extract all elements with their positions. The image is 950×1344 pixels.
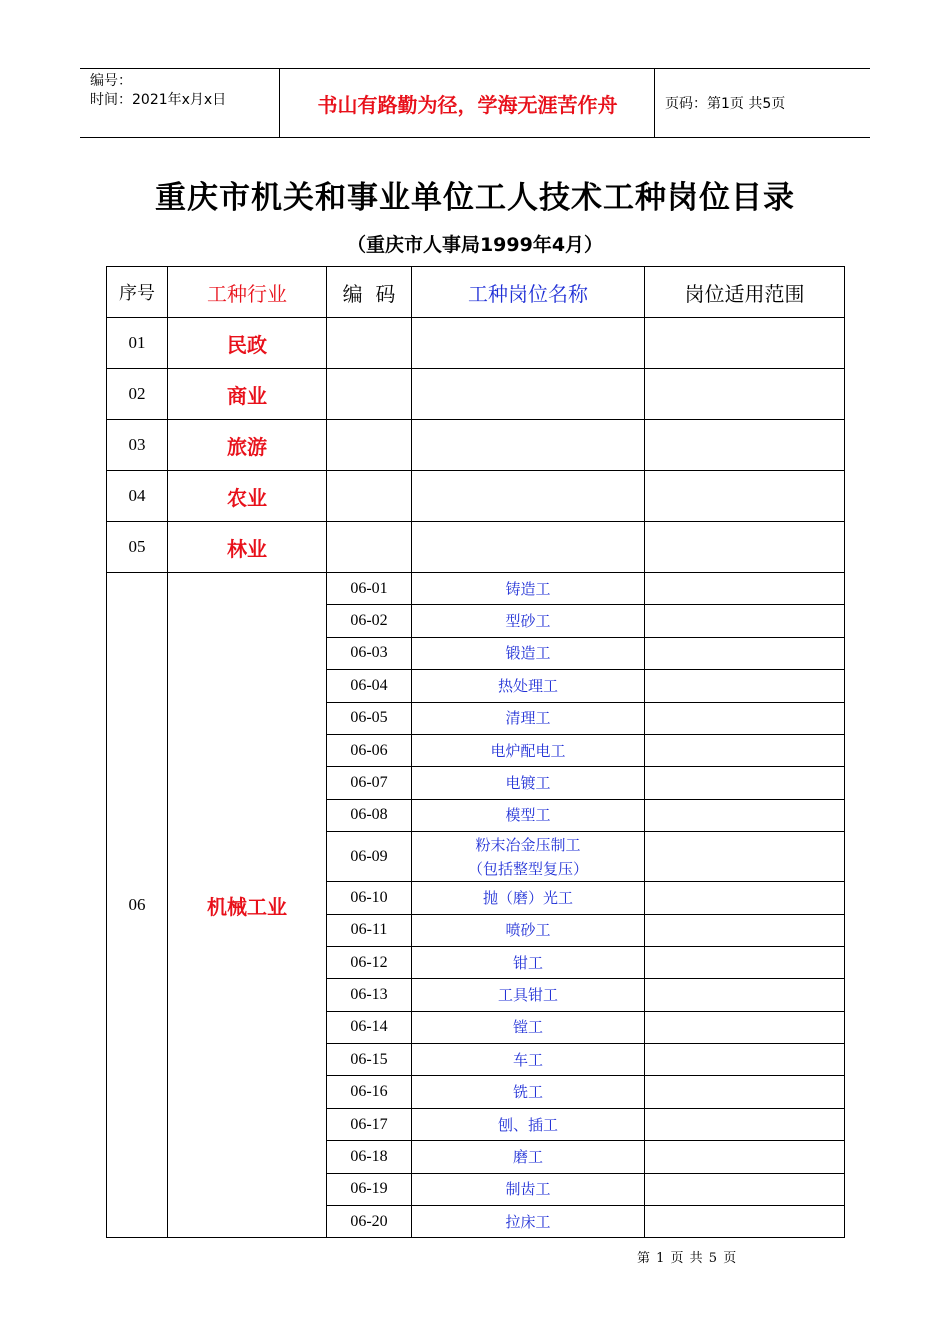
row-post: 锻造工 — [412, 637, 645, 669]
row-post: 电炉配电工 — [412, 734, 645, 766]
table-row — [107, 471, 845, 522]
row-post: 工具钳工 — [412, 979, 645, 1011]
row-scope — [645, 369, 845, 420]
row-code: 06-11 — [327, 914, 412, 946]
row-post: 电镀工 — [412, 767, 645, 799]
row-scope — [645, 637, 845, 669]
row-scope — [645, 522, 845, 573]
header-scope: 岗位适用范围 — [645, 267, 845, 318]
header-code: 编 码 — [327, 267, 412, 318]
time-label: 时间：2021年x月x日 — [90, 92, 227, 108]
row-scope — [645, 1206, 845, 1238]
row-code: 06-18 — [327, 1141, 412, 1173]
row-seq: 04 — [107, 471, 168, 522]
row-post — [412, 369, 645, 420]
row-code: 06-19 — [327, 1173, 412, 1205]
row-post-line2: （包括整型复压） — [467, 859, 588, 878]
row-post — [412, 832, 645, 882]
row-code: 06-09 — [327, 832, 412, 882]
row-code: 06-01 — [327, 573, 412, 605]
row-post: 抛（磨）光工 — [412, 882, 645, 914]
row-code: 06-04 — [327, 670, 412, 702]
row-code: 06-05 — [327, 702, 412, 734]
row-code — [327, 522, 412, 573]
header-post-name: 工种岗位名称 — [412, 267, 645, 318]
row-scope — [645, 734, 845, 766]
row-scope — [645, 318, 845, 369]
row-scope — [645, 1108, 845, 1140]
row-scope — [645, 670, 845, 702]
group-seq: 06 — [107, 573, 168, 1238]
row-scope — [645, 882, 845, 914]
row-code: 06-03 — [327, 637, 412, 669]
job-catalog-table — [106, 266, 845, 1238]
table-row — [107, 318, 845, 369]
row-scope — [645, 1141, 845, 1173]
row-post: 型砂工 — [412, 605, 645, 637]
row-post — [412, 318, 645, 369]
number-label: 编号： — [90, 73, 132, 89]
row-post: 清理工 — [412, 702, 645, 734]
page-footer: 第 1 页 共 5 页 — [637, 1251, 738, 1266]
row-code — [327, 318, 412, 369]
page-subtitle: （重庆市人事局1999年4月） — [346, 234, 604, 256]
row-code: 06-12 — [327, 946, 412, 978]
row-code: 06-16 — [327, 1076, 412, 1108]
row-scope — [645, 1011, 845, 1043]
row-code: 06-02 — [327, 605, 412, 637]
table-row — [107, 369, 845, 420]
row-code — [327, 369, 412, 420]
header-seq: 序号 — [107, 267, 168, 318]
row-seq: 03 — [107, 420, 168, 471]
row-post: 刨、插工 — [412, 1108, 645, 1140]
row-scope — [645, 979, 845, 1011]
row-post: 磨工 — [412, 1141, 645, 1173]
row-code: 06-07 — [327, 767, 412, 799]
table-row — [107, 522, 845, 573]
row-post — [412, 471, 645, 522]
row-industry: 商业 — [168, 369, 327, 420]
row-scope — [645, 832, 845, 882]
header-motto: 书山有路勤为径，学海无涯苦作舟 — [281, 69, 655, 137]
row-post: 拉床工 — [412, 1206, 645, 1238]
row-scope — [645, 1044, 845, 1076]
row-seq: 05 — [107, 522, 168, 573]
row-industry: 林业 — [168, 522, 327, 573]
page-title: 重庆市机关和事业单位工人技术工种岗位目录 — [155, 180, 795, 216]
row-post: 铣工 — [412, 1076, 645, 1108]
row-post: 车工 — [412, 1044, 645, 1076]
row-scope — [645, 1076, 845, 1108]
row-post: 制齿工 — [412, 1173, 645, 1205]
row-seq: 01 — [107, 318, 168, 369]
row-post: 镗工 — [412, 1011, 645, 1043]
row-post: 铸造工 — [412, 573, 645, 605]
row-code: 06-13 — [327, 979, 412, 1011]
row-scope — [645, 799, 845, 831]
row-post-line1: 粉末冶金压制工 — [475, 835, 581, 854]
row-scope — [645, 702, 845, 734]
row-post: 热处理工 — [412, 670, 645, 702]
row-code: 06-17 — [327, 1108, 412, 1140]
row-scope — [645, 914, 845, 946]
row-code: 06-15 — [327, 1044, 412, 1076]
row-post: 喷砂工 — [412, 914, 645, 946]
row-scope — [645, 471, 845, 522]
header-meta — [80, 69, 280, 137]
row-post — [412, 522, 645, 573]
row-industry: 旅游 — [168, 420, 327, 471]
group-industry: 机械工业 — [168, 573, 327, 1238]
row-scope — [645, 573, 845, 605]
row-seq: 02 — [107, 369, 168, 420]
row-scope — [645, 1173, 845, 1205]
header-page-info: 页码：第1页 共5页 — [665, 96, 786, 112]
table-header-row — [107, 267, 845, 318]
row-scope — [645, 420, 845, 471]
row-code: 06-14 — [327, 1011, 412, 1043]
row-code — [327, 420, 412, 471]
row-industry: 农业 — [168, 471, 327, 522]
row-post — [412, 420, 645, 471]
document-header — [80, 68, 870, 138]
row-code: 06-20 — [327, 1206, 412, 1238]
table-row — [107, 573, 845, 605]
row-scope — [645, 946, 845, 978]
row-code: 06-08 — [327, 799, 412, 831]
row-industry: 民政 — [168, 318, 327, 369]
table-row — [107, 420, 845, 471]
row-post: 模型工 — [412, 799, 645, 831]
row-code — [327, 471, 412, 522]
row-scope — [645, 767, 845, 799]
row-code: 06-06 — [327, 734, 412, 766]
row-post: 钳工 — [412, 946, 645, 978]
header-industry: 工种行业 — [168, 267, 327, 318]
row-scope — [645, 605, 845, 637]
row-code: 06-10 — [327, 882, 412, 914]
